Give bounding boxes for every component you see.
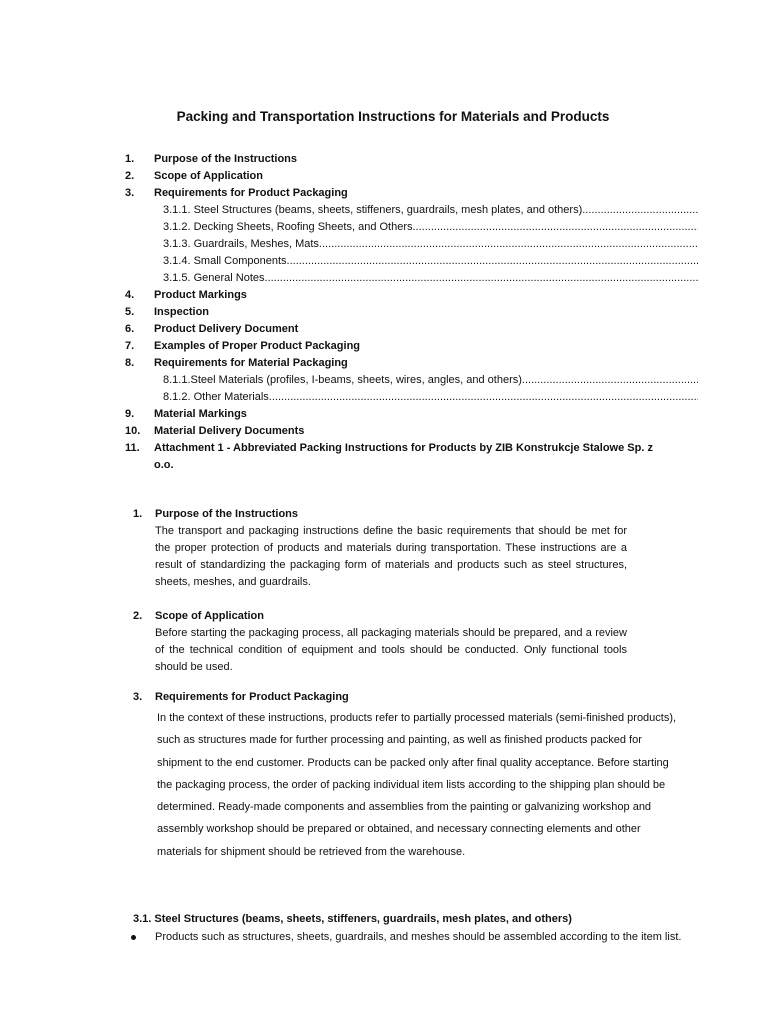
- toc-sub-label: Steel Materials (profiles, I-beams, sheets, wires, angles, and others): [190, 374, 522, 386]
- toc-leader-dots: [413, 219, 699, 236]
- table-of-contents: [0, 151, 768, 471]
- toc-item[interactable]: [0, 423, 768, 440]
- toc-subitem[interactable]: [0, 253, 768, 270]
- toc-label: Inspection: [154, 306, 210, 318]
- toc-item[interactable]: [0, 151, 768, 168]
- section-heading: [0, 689, 768, 706]
- toc-label: Purpose of the Instructions: [154, 153, 298, 165]
- section-product-packaging: [0, 689, 768, 858]
- toc-sub-number: 8.1.1.: [163, 374, 191, 386]
- bullet-icon: [131, 935, 136, 940]
- toc-sub-label: General Notes: [193, 272, 265, 284]
- toc-sub-label: Decking Sheets, Roofing Sheets, and Others: [193, 221, 413, 233]
- paragraph-line: In the context of these instructions, products refer to partially processed materials (semi-finished products),: [157, 712, 677, 724]
- toc-number: 11.: [125, 442, 140, 454]
- toc-item[interactable]: [0, 304, 768, 321]
- toc-leader-dots: [265, 270, 698, 287]
- toc-item[interactable]: [0, 321, 768, 338]
- toc-number: 3.: [125, 187, 135, 199]
- toc-sub-label: Small Components: [193, 255, 287, 267]
- paragraph-line: the packaging process, the order of packing individual item lists according to the shipping plan should be: [157, 778, 666, 791]
- toc-item[interactable]: [0, 338, 768, 355]
- toc-number: 1.: [125, 153, 135, 165]
- toc-subitem[interactable]: [0, 389, 768, 406]
- toc-leader-dots: [269, 389, 698, 406]
- paragraph-line: such as structures made for further processing and painting, as well as finished products packed for: [157, 734, 642, 747]
- toc-label: Product Markings: [154, 289, 247, 301]
- toc-leader-dots: [522, 372, 698, 389]
- toc-leader-dots: [287, 253, 698, 270]
- document-title: Packing and Transportation Instructions for Materials and Products: [176, 109, 610, 124]
- toc-number: 7.: [125, 340, 135, 352]
- paragraph-line: assembly workshop should be prepared or obtained, and necessary connecting elements and other: [157, 823, 641, 836]
- toc-leader-dots: [319, 236, 698, 253]
- toc-item-attachment[interactable]: [0, 440, 768, 471]
- toc-number: 10.: [125, 425, 141, 437]
- section-scope: [0, 608, 768, 673]
- toc-label: Product Delivery Document: [154, 323, 299, 335]
- toc-item[interactable]: [0, 287, 768, 304]
- toc-item[interactable]: [0, 406, 768, 423]
- toc-label: Requirements for Product Packaging: [154, 187, 348, 199]
- toc-sub-label: Steel Structures (beams, sheets, stiffeners, guardrails, mesh plates, and others): [193, 204, 583, 216]
- section-body: [157, 707, 727, 863]
- section-heading: [0, 608, 768, 625]
- toc-number: 4.: [125, 289, 135, 301]
- toc-leader-dots: [582, 202, 698, 219]
- toc-number: 9.: [125, 408, 135, 420]
- toc-label: Attachment 1 - Abbreviated Packing Instructions for Products by ZIB Konstrukcje Stalowe Sp. z o.o.: [154, 442, 653, 471]
- toc-sub-number: 3.1.3.: [163, 238, 191, 250]
- toc-label: Material Delivery Documents: [154, 425, 305, 437]
- toc-item[interactable]: [0, 185, 768, 202]
- toc-number: 8.: [125, 357, 135, 369]
- section-number: 1.: [133, 508, 143, 520]
- bullet-text: Products such as structures, sheets, guardrails, and meshes should be assembled according to the item list.: [155, 931, 682, 943]
- paragraph-line: materials for shipment should be retrieved from the warehouse.: [157, 845, 466, 858]
- toc-subitem[interactable]: [0, 202, 768, 219]
- toc-label: Scope of Application: [154, 170, 263, 182]
- toc-sub-number: 3.1.4.: [163, 255, 191, 267]
- toc-sub-number: 3.1.1.: [163, 204, 191, 216]
- toc-sub-number: 3.1.2.: [163, 221, 191, 233]
- toc-subitem[interactable]: [0, 236, 768, 253]
- toc-label: Material Markings: [154, 408, 247, 420]
- toc-sub-number: 8.1.2.: [163, 391, 191, 403]
- toc-sub-label: Other Materials: [193, 391, 269, 403]
- paragraph-line: shipment to the end customer. Products can be packed only after final quality acceptance. Before starting: [157, 756, 669, 769]
- toc-number: 6.: [125, 323, 135, 335]
- toc-label: Examples of Proper Product Packaging: [154, 340, 361, 352]
- section-title: Requirements for Product Packaging: [155, 691, 349, 703]
- toc-item[interactable]: [0, 355, 768, 372]
- paragraph-line: determined. Ready-made components and assemblies from the painting or galvanizing workshop and: [157, 801, 652, 814]
- toc-label: Requirements for Material Packaging: [154, 357, 348, 369]
- section-title: Purpose of the Instructions: [155, 508, 299, 520]
- toc-number: 5.: [125, 306, 135, 318]
- section-number: 3.: [133, 691, 143, 703]
- toc-subitem[interactable]: [0, 270, 768, 287]
- section-body: The transport and packaging instructions define the basic requirements that should be met for the proper protection of products and materials during transportation. These instructions are a result of standardizing the packaging form of materials and products such as steel structures, sheets, meshes, and guardrails.: [155, 525, 627, 588]
- toc-sub-number: 3.1.5.: [163, 272, 191, 284]
- toc-subitem[interactable]: [0, 372, 768, 389]
- section-title: Scope of Application: [155, 610, 264, 622]
- toc-item[interactable]: [0, 168, 768, 185]
- section-purpose: [0, 506, 768, 588]
- subsection-heading: 3.1. Steel Structures (beams, sheets, stiffeners, guardrails, mesh plates, and others): [133, 913, 572, 925]
- section-body: Before starting the packaging process, all packaging materials should be prepared, and a review of the technical condition of equipment and tools should be conducted. Only functional tools should be used.: [155, 627, 627, 673]
- toc-number: 2.: [125, 170, 135, 182]
- section-heading: [0, 506, 768, 523]
- toc-subitem[interactable]: [0, 219, 768, 236]
- toc-sub-label: Guardrails, Meshes, Mats: [193, 238, 319, 250]
- section-number: 2.: [133, 610, 143, 622]
